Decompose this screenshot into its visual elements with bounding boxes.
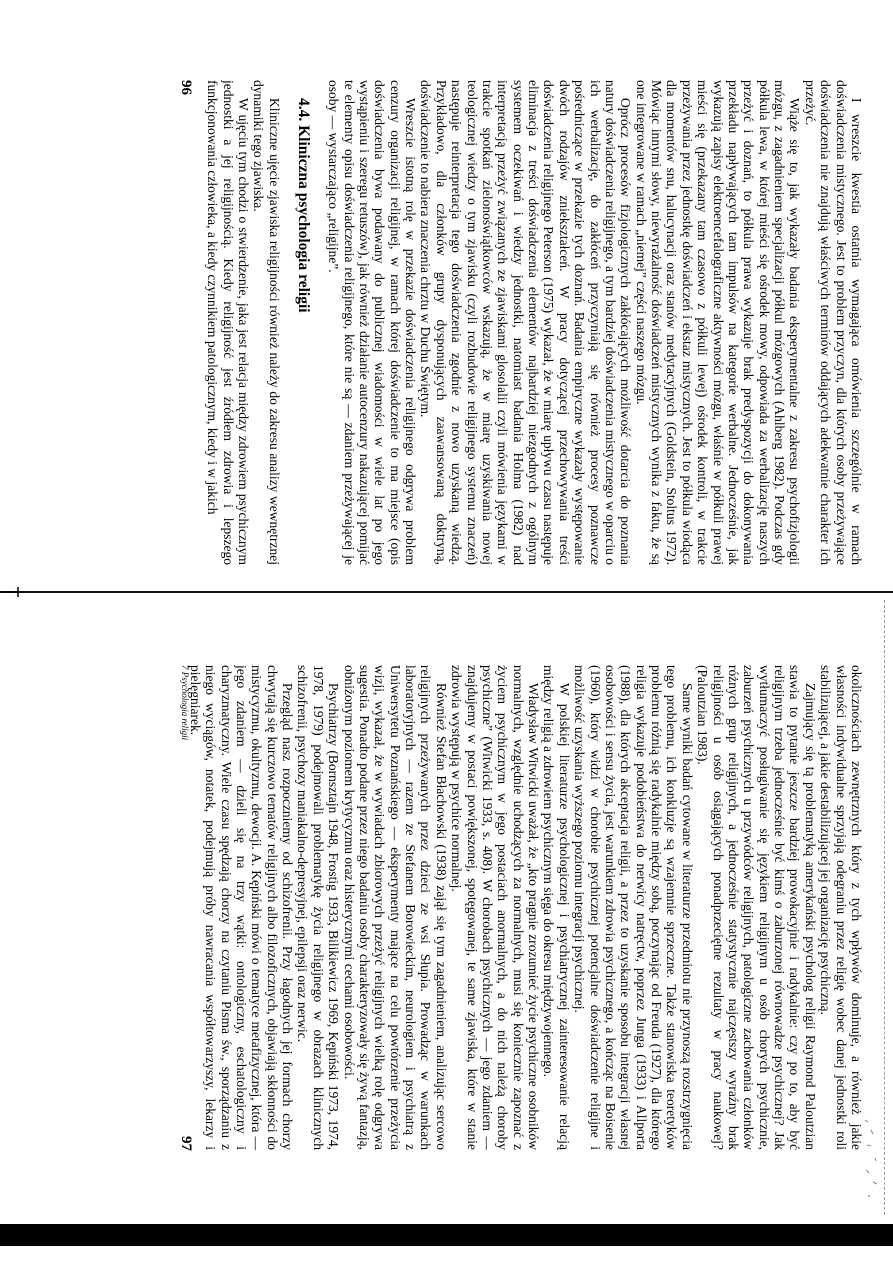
scan-bottom-bar: [0, 1224, 893, 1246]
paragraph: Przegląd nasz rozpoczniemy od schizofrenii. Przy łagodnych jej formach chorzy chwytają się kurczowo tematów religijnych albo filozoficznych, objawiają skłonności do mistycyzmu, okultyzmu, dewocji. A. Kępiński mówi o tematyce metafizycznej, która — jego zdaniem — dzieli się na trzy wątki: ontologiczny, eschatologiczny i charyzmatyczny. Wiele czasu spędzają chorzy na czytaniu Pisma św., sporządzaniu z niego wyciągów, notatek, podejmują próby nawracania współtowarzyszy, lekarzy i pielęgniarek.: [187, 665, 296, 1150]
paragraph: okolicznościach zewnętrznych który z tych wpływów dominuje, a również jakie własności indywidualne sprzyjają odegraniu przez religię wobec danej jednostki roli stabilizującej, a jakie destabilizującej jej organizację psychiczną.: [818, 665, 864, 1150]
right-page-body: [174, 665, 864, 1150]
paragraph: Wreszcie istotną rolę w przekazie doświadczenia religijnego odgrywa problem cenzury organizacji religijnej, w ramach której doświadczenie to ma miejsce (opis doświadczenia bywa podawany do publicznej wiadomości w wiele lat po jego wystąpieniu i szeregu retuszów), jak również działanie autocenzury nakazującej pomijać te elementy opisu doświadczenia religijnego, które nie są — zdaniem przeżywającej je osoby — wystarczająco „religijne”.: [326, 80, 419, 565]
paragraph: W ujęciu tym chodzi o stwierdzenie, jaka jest relacja między zdrowiem psychicznym jednostki a jej religijnością. Kiedy religijność jest źródłem zdrowia i lepszego funkcjonowania człowieka, a kiedy czynnikiem patologicznym, kiedy i w jakich: [205, 80, 252, 565]
left-page-body: [174, 80, 864, 565]
paragraph: Same wyniki badań cytowane w literaturze przedmiotu nie przynoszą rozstrzygnięcia tego problemu, ich konkluzje są wzajemnie sprzeczne. Także stanowiska teoretyków problemu różnią się radykalnie między sobą, poczynając od Freuda (1927), dla którego religia wykazuje podobieństwa do nerwicy natręctw, poprzez Junga (1933) i Allporta (1988), dla których akceptacja religii, a przez to uzyskanie sposobu integracji własnej osobowości i sensu życia, jest warunkiem zdrowia psychicznego, a kończąc na Boisenie (1960), który widzi w chorobie psychicznej potencjalne doświadczenie religijne i możliwość uzyskania wyższego poziomu integracji psychicznej.: [572, 665, 695, 1150]
paragraph: W polskiej literaturze psychologicznej i psychiatrycznej zainteresowanie relacją między religią a zdrowiem psychicznym sięga do okresu międzywojennego.: [541, 665, 572, 1150]
scan-edge-noise: [884, 600, 891, 1215]
paragraph: Psychiatrzy (Bornsztajn 1948, Frostig 1933, Bilikiewicz 1969, Kępiński 1973, 1974, 1978, 1979) podejmowali problematykę życia religijnego w obrazach klinicznych schizofrenii, psychozy maniakalno-depresyjnej, epilepsji oraz nerwic.: [295, 665, 342, 1150]
page-number: 97: [178, 1136, 194, 1151]
left-page: [152, 58, 872, 578]
scan-noise: [861, 1110, 885, 1210]
paragraph: Zajmujący się tą problematyką amerykański psycholog religii Raymond Paloutzian stawia to pytanie jeszcze bardziej prowokacyjnie i radykalnie: czy po to, aby być religijnym trzeba jednocześnie być kimś o zaburzonej równowadze psychicznej? Jak wytłumaczyć posługiwanie się językiem religijnym u osób chorych psychicznie, zaburzeń psychicznych u przywódców religijnych, patologiczne zachowania członków różnych grup religijnych, a jednocześnie statystycznie najczęstszy wyraźny brak religijności u osób osiągających ponadprzeciętne rezultaty w pracy naukowej? (Paloutzian 1983).: [695, 665, 818, 1150]
book-fold-line: [0, 591, 893, 593]
paragraph: I wreszcie kwestia ostatnia wymagająca omówienia szczególnie w ramach doświadczenia mistycznego. Jest to problem przyczyn, dla których osoby przeżywające doświadczenia nie znajdują właściwych terminów oddających adekwatnie charakter ich przeżyć.: [802, 80, 864, 565]
paragraph: Władysław Witwicki uważał, że „kto pragnie zrozumieć życie psychiczne osobników normalnych, względnie uchodzących za normalnych, musi się koniecznie zapoznać z życiem psychicznym w jego postaciach anormalnych, a do nich należą choroby psychiczne” (Witwicki 1933, s. 408). W chorobach psychicznych — jego zdaniem — znajdujemy w postaci powiększonej, spotęgowanej, te same zjawiska, które w stanie zdrowia występują w psychice normalnej.: [449, 665, 542, 1150]
fold-mark: [0, 584, 24, 600]
paragraph: Wiąże się to, jak wykazały badania eksperymentalne z zakresu psychofizjologii mózgu, z zagadnieniem specjalizacji półkul mózgowych (Ahlberg 1982). Podczas gdy półkula lewa, w której mieści się ośrodek mowy, odpowiada za werbalizację naszych przeżyć i doznań, to półkula prawa wykazuje brak predyspozycji do dokonywania przekładu napływających tam impulsów na kategorie werbalne. Jednocześnie, jak wykazują zapisy elektroencefalograficzne aktywności mózgu, właśnie w półkuli prawej mieści się (przekazany tam czasowo z półkuli lewej) ośrodek kontroli, w trakcie przeżywania przez jednostkę doświadczeń i ekstaz mistycznych. Jest to półkula wiodąca dla momentów snu, halucynacji oraz stanów medytacyjnych (Goldstein, Stoltus 1972). Mówiąc innymi słowy, niewyrażalność doświadczeń mistycznych wynika z faktu, że są one integrowane w ramach „niemej” części naszego mózgu.: [633, 80, 803, 565]
paragraph: Również Stefan Błachowski (1938) zajął się tym zagadnieniem, analizując sercowo religijnych przeżywanych przez dzieci ze wsi Słupia. Prowadząc w warunkach laboratoryjnych — razem ze Stefanem Borowieckim, neurologiem i psychiatrą z Uniwersytetu Poznańskiego — eksperymenty mające na celu powtórzenie przeżycia wizji, wykazał, że w wywiadach zbiorowych przeżyć religijnych wielką rolę odgrywa sugestia. Ponadto podane przez niego badaniu osoby charakteryzowały się żywą fantazją, obniżonym poziomem krytycyzmu oraz histerycznymi cechami osobowości.: [341, 665, 449, 1150]
right-page: [152, 643, 872, 1163]
running-footer: 7 Psychologia religii: [180, 665, 190, 741]
paragraph: Oprócz procesów fizjologicznych zakłócających możliwość dotarcia do poznania natury doświadczenia religijnego, a tym bardziej doświadczenia mistycznego w oparciu o ich werbalizację, do zakłóceń przyczyniają się również procesy poznawcze pośredniczące w przekazie tych doznań. Badania empiryczne wykazały występowanie dwóch rodzajów zniekształceń. W pracy dotyczącej przechowywania treści doświadczenia religijnego Peterson (1975) wykazał, że w miarę upływu czasu następuje eliminacja z treści doświadczenia elementów najbardziej niezgodnych z ogólnym systemem oczekiwań i wiedzy jednostki, natomiast badania Holma (1982) nad interpretacją przeżyć związanych ze zjawiskami glosolalii czyli mówienia językami w trakcie spotkań zielonoświątkowców wskazują, że w miarę uzyskiwania nowej teologicznej wiedzy o tym zjawisku (czyli rozbudowie religijnego systemu znaczeń) następuje reinterpretacja tego doświadczenia zgodnie z nowo uzyskaną wiedzą. Przykładowo, dla członków grupy dysponujących zaawansowaną doktryną, doświadczenie to nabiera znaczenia chrztu w Duchu Świętym.: [418, 80, 634, 565]
section-heading: 4.4. Kliniczna psychologia religii: [294, 98, 312, 313]
page-number: 96: [178, 80, 194, 95]
paragraph: Kliniczne ujęcie zjawiska religijności również należy do zakresu analizy wewnętrznej dynamiki tego zjawiska.: [251, 80, 282, 565]
